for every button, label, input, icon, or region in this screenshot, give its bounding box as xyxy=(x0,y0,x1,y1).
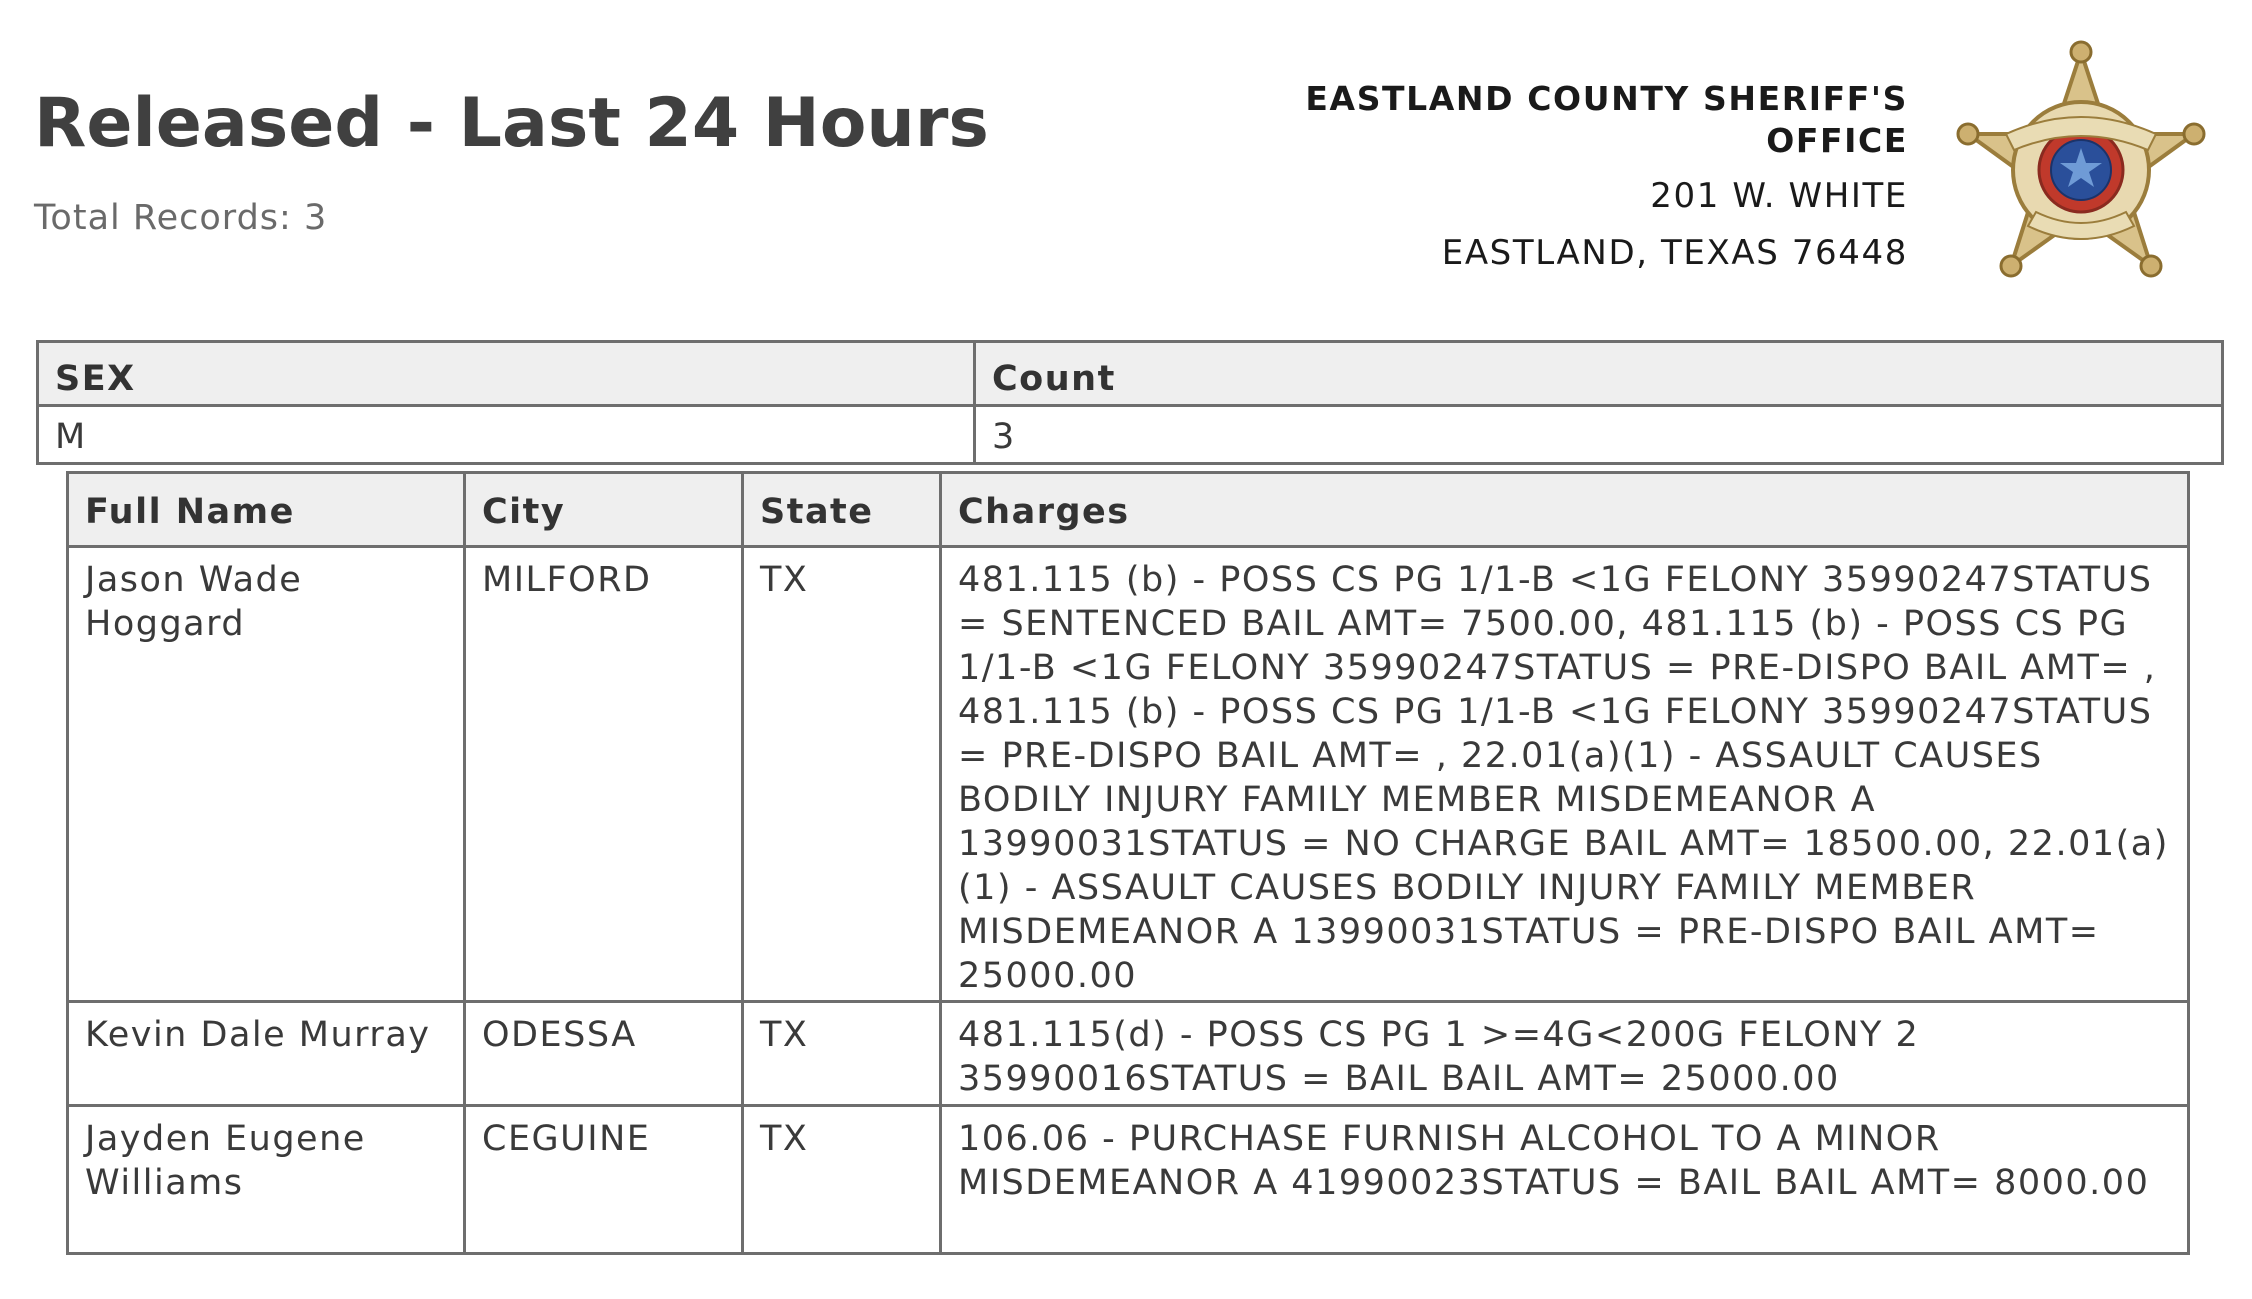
sex-column-header: SEX xyxy=(38,342,975,406)
table-row xyxy=(68,1002,2189,1106)
state-cell: TX xyxy=(743,1002,941,1106)
records-header-row xyxy=(68,473,2189,547)
full-name-cell: Kevin Dale Murray xyxy=(68,1002,465,1106)
state-column-header: State xyxy=(743,473,941,547)
charges-cell: 481.115(d) - POSS CS PG 1 >=4G<200G FELONY 2 35990016STATUS = BAIL BAIL AMT= 25000.00 xyxy=(941,1002,2189,1106)
agency-info xyxy=(1268,78,1908,273)
full-name-cell: Jason Wade Hoggard xyxy=(68,547,465,1002)
full-name-column-header: Full Name xyxy=(68,473,465,547)
sex-summary-header-row xyxy=(38,342,2223,406)
sheriff-star-badge-icon xyxy=(1936,30,2226,306)
full-name-cell: Jayden Eugene Williams xyxy=(68,1106,465,1254)
city-cell: MILFORD xyxy=(465,547,743,1002)
sex-summary-row xyxy=(38,406,2223,464)
agency-name: EASTLAND COUNTY SHERIFF'S OFFICE xyxy=(1305,79,1908,160)
sex-value: M xyxy=(38,406,975,464)
count-column-header: Count xyxy=(975,342,2223,406)
total-records: Total Records: 3 xyxy=(34,198,328,238)
page-title: Released - Last 24 Hours xyxy=(34,84,989,163)
count-value: 3 xyxy=(975,406,2223,464)
charges-cell: 481.115 (b) - POSS CS PG 1/1-B <1G FELONY 35990247STATUS = SENTENCED BAIL AMT= 7500.00, 481.115 (b) - POSS CS PG 1/1-B <1G FELONY 35990247STATUS = PRE-DISPO BAIL AMT= , 481.115 (b) - POSS CS PG 1/1-B <1G FELONY 35990247STATUS = PRE-DISPO BAIL AMT= , 22.01(a)(1) - ASSAULT CAUSES BODILY INJURY FAMILY MEMBER MISDEMEANOR A 13990031STATUS = NO CHARGE BAIL AMT= 18500.00, 22.01(a)(1) - ASSAULT CAUSES BODILY INJURY FAMILY MEMBER MISDEMEANOR A 13990031STATUS = PRE-DISPO BAIL AMT= 25000.00 xyxy=(941,547,2189,1002)
city-column-header: City xyxy=(465,473,743,547)
charges-column-header: Charges xyxy=(941,473,2189,547)
city-cell: CEGUINE xyxy=(465,1106,743,1254)
agency-address-line2: EASTLAND, TEXAS 76448 xyxy=(1441,233,1908,273)
released-records-table xyxy=(66,471,2190,1255)
charges-cell: 106.06 - PURCHASE FURNISH ALCOHOL TO A MINOR MISDEMEANOR A 41990023STATUS = BAIL BAIL AMT= 8000.00 xyxy=(941,1106,2189,1254)
state-cell: TX xyxy=(743,547,941,1002)
table-row xyxy=(68,547,2189,1002)
state-cell: TX xyxy=(743,1106,941,1254)
city-cell: ODESSA xyxy=(465,1002,743,1106)
agency-address-line1: 201 W. WHITE xyxy=(1650,176,1908,216)
table-row xyxy=(68,1106,2189,1254)
sex-summary-table xyxy=(36,340,2224,465)
